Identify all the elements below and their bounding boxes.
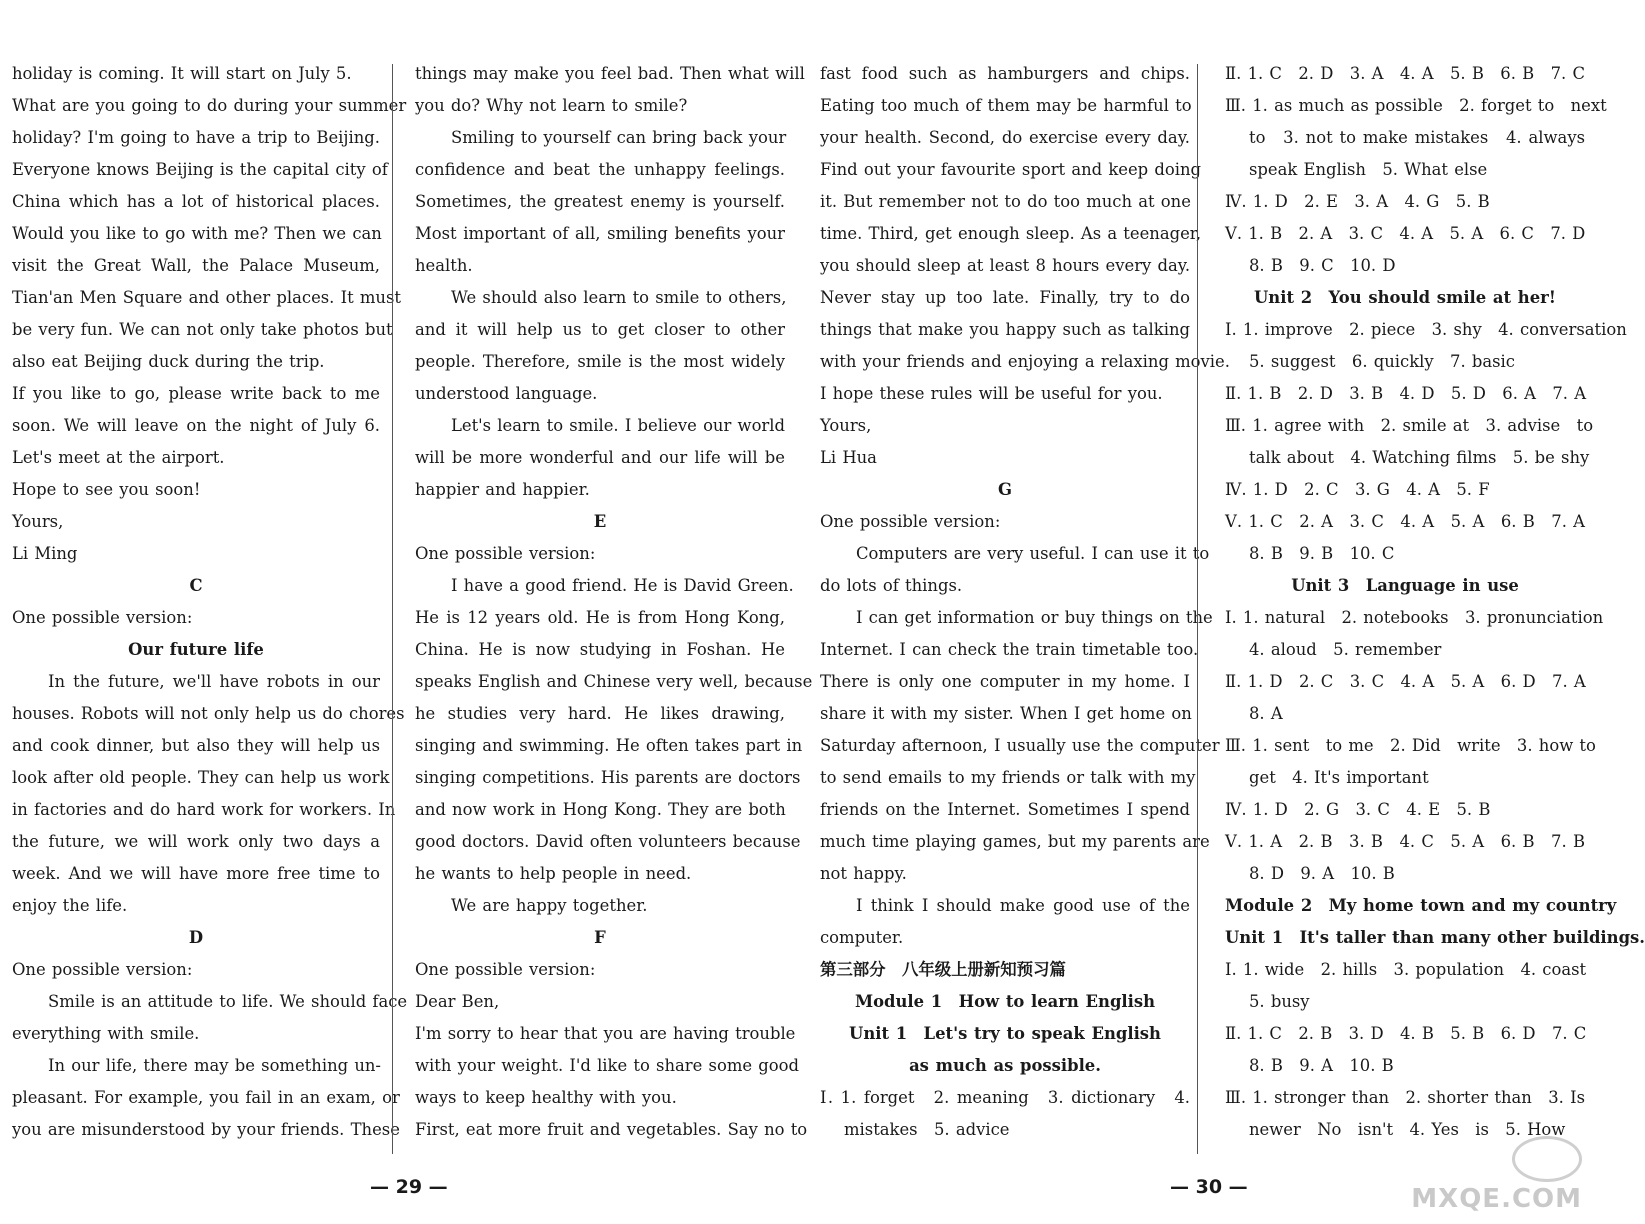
page-number-right: — 30 — bbox=[1170, 1176, 1248, 1198]
section-heading: Our future life bbox=[128, 640, 264, 659]
section-heading: C bbox=[189, 576, 203, 595]
text-line: I hope these rules will be useful for you. bbox=[820, 384, 1163, 403]
text-line: 第三部分 八年级上册新知预习篇 bbox=[820, 960, 1066, 979]
text-line: One possible version: bbox=[415, 544, 596, 563]
text-line: One possible version: bbox=[820, 512, 1001, 531]
text-line: One possible version: bbox=[12, 960, 193, 979]
text-line: your health. Second, do exercise every day. bbox=[820, 128, 1190, 147]
text-line: and now work in Hong Kong. They are both bbox=[415, 800, 786, 819]
text-line: speak English 5. What else bbox=[1249, 160, 1488, 179]
text-line: If you like to go, please write back to me bbox=[12, 384, 380, 403]
text-column-2 bbox=[415, 58, 813, 1146]
column-divider bbox=[1197, 64, 1198, 1154]
text-line: visit the Great Wall, the Palace Museum, bbox=[12, 256, 380, 275]
text-line: pleasant. For example, you fail in an exam, or bbox=[12, 1088, 400, 1107]
text-line: week. And we will have more free time to bbox=[12, 864, 380, 883]
text-line: 8. B 9. A 10. B bbox=[1249, 1056, 1394, 1075]
text-line: to send emails to my friends or talk with my bbox=[820, 768, 1196, 787]
text-line: 5. suggest 6. quickly 7. basic bbox=[1249, 352, 1515, 371]
text-line: good doctors. David often volunteers because bbox=[415, 832, 801, 851]
text-line: singing competitions. His parents are doctors bbox=[415, 768, 801, 787]
text-line: and cook dinner, but also they will help us bbox=[12, 736, 380, 755]
text-line: Ⅲ. 1. sent to me 2. Did write 3. how to bbox=[1225, 736, 1596, 755]
text-line: with your friends and enjoying a relaxing movie. bbox=[820, 352, 1230, 371]
text-line: will be more wonderful and our life will be bbox=[415, 448, 785, 467]
watermark-text: MXQE.COM bbox=[1411, 1184, 1582, 1214]
text-line: Yours, bbox=[820, 416, 872, 435]
text-line: houses. Robots will not only help us do chores bbox=[12, 704, 405, 723]
text-line: Let's meet at the airport. bbox=[12, 448, 225, 467]
text-line: 8. B 9. C 10. D bbox=[1249, 256, 1396, 275]
text-line: Find out your favourite sport and keep doing bbox=[820, 160, 1202, 179]
section-heading: Module 2 My home town and my country bbox=[1225, 896, 1617, 915]
text-line: newer No isn't 4. Yes is 5. How bbox=[1249, 1120, 1566, 1139]
text-line: China which has a lot of historical places. bbox=[12, 192, 380, 211]
text-line: We are happy together. bbox=[451, 896, 648, 915]
text-line: do lots of things. bbox=[820, 576, 963, 595]
text-line: In the future, we'll have robots in our bbox=[48, 672, 380, 691]
text-line: We should also learn to smile to others, bbox=[451, 288, 787, 307]
text-line: enjoy the life. bbox=[12, 896, 128, 915]
text-line: Let's learn to smile. I believe our world bbox=[451, 416, 786, 435]
text-line: you should sleep at least 8 hours every day. bbox=[820, 256, 1191, 275]
text-line: One possible version: bbox=[12, 608, 193, 627]
text-line: Dear Ben, bbox=[415, 992, 500, 1011]
text-line: Would you like to go with me? Then we can bbox=[12, 224, 382, 243]
text-line: There is only one computer in my home. I bbox=[820, 672, 1190, 691]
section-heading: F bbox=[594, 928, 606, 947]
text-line: computer. bbox=[820, 928, 904, 947]
text-line: singing and swimming. He often takes part in bbox=[415, 736, 803, 755]
text-line: Ⅰ. 1. wide 2. hills 3. population 4. coast bbox=[1225, 960, 1587, 979]
text-line: be very fun. We can not only take photos but bbox=[12, 320, 393, 339]
text-line: First, eat more fruit and vegetables. Say no to bbox=[415, 1120, 808, 1139]
text-line: Ⅱ. 1. C 2. B 3. D 4. B 5. B 6. D 7. C bbox=[1225, 1024, 1587, 1043]
text-line: everything with smile. bbox=[12, 1024, 200, 1043]
text-line: he wants to help people in need. bbox=[415, 864, 692, 883]
section-heading: Unit 1 Let's try to speak English bbox=[849, 1024, 1161, 1043]
section-heading: Unit 1 It's taller than many other buildings. bbox=[1225, 928, 1645, 947]
text-column-3 bbox=[820, 58, 1230, 1146]
section-heading: D bbox=[188, 928, 204, 947]
text-line: he studies very hard. He likes drawing, bbox=[415, 704, 785, 723]
section-heading: Unit 2 You should smile at her! bbox=[1254, 288, 1556, 307]
text-line: Everyone knows Beijing is the capital city of bbox=[12, 160, 388, 179]
text-line: Saturday afternoon, I usually use the computer bbox=[820, 736, 1220, 755]
text-column-1 bbox=[12, 58, 408, 1146]
section-heading: Unit 3 Language in use bbox=[1291, 576, 1519, 595]
text-line: Ⅴ. 1. B 2. A 3. C 4. A 5. A 6. C 7. D bbox=[1225, 224, 1586, 243]
text-line: In our life, there may be something un- bbox=[48, 1056, 381, 1075]
text-line: I think I should make good use of the bbox=[856, 896, 1190, 915]
text-line: much time playing games, but my parents are bbox=[820, 832, 1210, 851]
text-line: Ⅱ. 1. D 2. C 3. C 4. A 5. A 6. D 7. A bbox=[1225, 672, 1586, 691]
text-line: holiday? I'm going to have a trip to Beijing. bbox=[12, 128, 380, 147]
text-line: things that make you happy such as talking bbox=[820, 320, 1190, 339]
text-line: Computers are very useful. I can use it to bbox=[856, 544, 1210, 563]
text-line: mistakes 5. advice bbox=[844, 1120, 1010, 1139]
page-number-left: — 29 — bbox=[370, 1176, 448, 1198]
text-line: Internet. I can check the train timetable too. bbox=[820, 640, 1199, 659]
text-line: you do? Why not learn to smile? bbox=[415, 96, 688, 115]
text-line: talk about 4. Watching films 5. be shy bbox=[1249, 448, 1590, 467]
text-line: understood language. bbox=[415, 384, 598, 403]
text-line: Yours, bbox=[12, 512, 64, 531]
text-line: the future, we will work only two days a bbox=[12, 832, 380, 851]
text-line: time. Third, get enough sleep. As a teenager, bbox=[820, 224, 1202, 243]
text-line: Ⅰ. 1. forget 2. meaning 3. dictionary 4. bbox=[820, 1088, 1190, 1107]
text-line: Ⅳ. 1. D 2. C 3. G 4. A 5. F bbox=[1225, 480, 1490, 499]
text-line: Ⅲ. 1. stronger than 2. shorter than 3. Is bbox=[1225, 1088, 1585, 1107]
text-line: Ⅳ. 1. D 2. G 3. C 4. E 5. B bbox=[1225, 800, 1491, 819]
text-line: friends on the Internet. Sometimes I spend bbox=[820, 800, 1190, 819]
text-line: What are you going to do during your summer bbox=[12, 96, 407, 115]
text-line: it. But remember not to do too much at one bbox=[820, 192, 1191, 211]
section-heading: as much as possible. bbox=[909, 1056, 1101, 1075]
section-heading: G bbox=[998, 480, 1012, 499]
text-line: Ⅰ. 1. improve 2. piece 3. shy 4. conversation bbox=[1225, 320, 1627, 339]
text-column-4 bbox=[1225, 58, 1645, 1146]
text-line: get 4. It's important bbox=[1249, 768, 1429, 787]
text-line: Ⅱ. 1. B 2. D 3. B 4. D 5. D 6. A 7. A bbox=[1225, 384, 1587, 403]
text-line: look after old people. They can help us work bbox=[12, 768, 390, 787]
text-line: things may make you feel bad. Then what will bbox=[415, 64, 805, 83]
text-line: not happy. bbox=[820, 864, 907, 883]
text-line: One possible version: bbox=[415, 960, 596, 979]
text-line: 5. busy bbox=[1249, 992, 1310, 1011]
text-line: Ⅴ. 1. A 2. B 3. B 4. C 5. A 6. B 7. B bbox=[1225, 832, 1585, 851]
text-line: Li Hua bbox=[820, 448, 877, 467]
text-line: fast food such as hamburgers and chips. bbox=[820, 64, 1190, 83]
text-line: 8. A bbox=[1249, 704, 1283, 723]
text-line: Hope to see you soon! bbox=[12, 480, 201, 499]
watermark bbox=[1411, 1136, 1582, 1214]
text-line: ways to keep healthy with you. bbox=[415, 1088, 677, 1107]
column-divider bbox=[392, 64, 393, 1154]
text-line: to 3. not to make mistakes 4. always bbox=[1249, 128, 1585, 147]
text-line: 8. D 9. A 10. B bbox=[1249, 864, 1395, 883]
text-line: I can get information or buy things on the bbox=[856, 608, 1213, 627]
text-line: holiday is coming. It will start on July 5. bbox=[12, 64, 352, 83]
text-line: in factories and do hard work for workers. In bbox=[12, 800, 396, 819]
section-heading: E bbox=[593, 512, 607, 531]
text-line: He is 12 years old. He is from Hong Kong, bbox=[415, 608, 785, 627]
text-line: I'm sorry to hear that you are having trouble bbox=[415, 1024, 796, 1043]
text-line: Smiling to yourself can bring back your bbox=[451, 128, 787, 147]
text-line: Tian'an Men Square and other places. It must bbox=[12, 288, 401, 307]
text-line: Ⅳ. 1. D 2. E 3. A 4. G 5. B bbox=[1225, 192, 1490, 211]
text-line: with your weight. I'd like to share some good bbox=[415, 1056, 799, 1075]
text-line: Li Ming bbox=[12, 544, 78, 563]
text-line: soon. We will leave on the night of July 6. bbox=[12, 416, 380, 435]
text-line: China. He is now studying in Foshan. He bbox=[415, 640, 785, 659]
text-line: I have a good friend. He is David Green. bbox=[451, 576, 794, 595]
text-line: confidence and beat the unhappy feelings. bbox=[415, 160, 785, 179]
text-line: Sometimes, the greatest enemy is yourself. bbox=[415, 192, 785, 211]
text-line: Smile is an attitude to life. We should face bbox=[48, 992, 408, 1011]
text-line: 8. B 9. B 10. C bbox=[1249, 544, 1395, 563]
text-line: Most important of all, smiling benefits your bbox=[415, 224, 785, 243]
text-line: you are misunderstood by your friends. These bbox=[12, 1120, 400, 1139]
text-line: and it will help us to get closer to other bbox=[415, 320, 785, 339]
text-line: Ⅴ. 1. C 2. A 3. C 4. A 5. A 6. B 7. A bbox=[1225, 512, 1585, 531]
watermark-logo-icon bbox=[1512, 1136, 1582, 1182]
text-line: Ⅲ. 1. agree with 2. smile at 3. advise to bbox=[1225, 416, 1594, 435]
text-line: Eating too much of them may be harmful to bbox=[820, 96, 1192, 115]
text-line: speaks English and Chinese very well, because bbox=[415, 672, 813, 691]
text-line: 4. aloud 5. remember bbox=[1249, 640, 1442, 659]
text-line: also eat Beijing duck during the trip. bbox=[12, 352, 325, 371]
text-line: Ⅲ. 1. as much as possible 2. forget to next bbox=[1225, 96, 1607, 115]
text-line: health. bbox=[415, 256, 473, 275]
text-line: Ⅰ. 1. natural 2. notebooks 3. pronunciation bbox=[1225, 608, 1604, 627]
text-line: Ⅱ. 1. C 2. D 3. A 4. A 5. B 6. B 7. C bbox=[1225, 64, 1585, 83]
section-heading: Module 1 How to learn English bbox=[854, 992, 1156, 1011]
text-line: share it with my sister. When I get home on bbox=[820, 704, 1192, 723]
text-line: people. Therefore, smile is the most widely bbox=[415, 352, 785, 371]
text-line: Never stay up too late. Finally, try to do bbox=[820, 288, 1190, 307]
text-line: happier and happier. bbox=[415, 480, 590, 499]
